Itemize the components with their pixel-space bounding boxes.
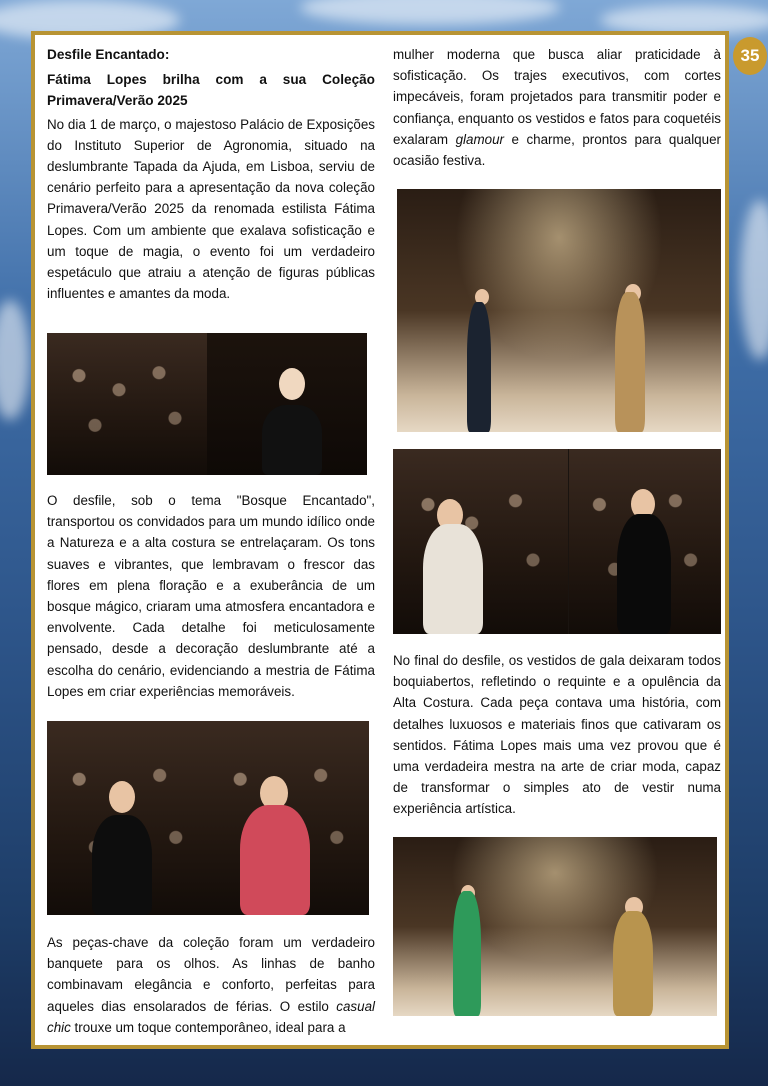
paragraph-theme-block	[47, 490, 375, 702]
photo-model-striped-jacket	[393, 449, 568, 634]
paragraph-modern-text-b: e charme, prontos para qualquer ocasião festiva.	[393, 131, 721, 169]
photo-runway-wide	[397, 189, 721, 432]
photo-models-headpieces	[47, 721, 369, 915]
photo-model-black-top	[47, 721, 208, 915]
article-title: Desfile Encantado:	[47, 47, 170, 62]
paragraph-intro: No dia 1 de março, o majestoso Palácio de Exposições do Instituto Superior de Agronomia, situado na deslumbrante Tapada da Ajuda, em Lisboa, serviu de cenário perfeito para a apresentação da nova coleção Primavera/Verão 2025 da renomada estilista Fátima Lopes. Com um ambiente que exalava sofisticação e um toque de magia, o evento foi um verdadeiro espetáculo que atraiu a atenção de figuras públicas influentes e amantes da moda.	[47, 116, 375, 302]
photo-audience-and-model	[47, 333, 367, 475]
paragraph-theme: O desfile, sob o tema "Bosque Encantado", transportou os convidados para um mundo idílico onde a Natureza e a alta costura se entrelaçaram. Os tons suaves e vibrantes, que lembravam o frescor das flores em plena floração e a exuberância de um bosque mágico, criaram uma atmosfera encantadora e envolvente. Cada detalhe foi meticulosamente pensado, desde a decoração deslumbrante até a escolha do cenário, evidenciando a mestria de Fátima Lopes em criar experiências memoráveis.	[47, 493, 375, 699]
article-subtitle: Fátima Lopes brilha com a sua Coleção Primavera/Verão 2025	[47, 72, 375, 109]
right-column	[393, 44, 721, 171]
paragraph-pieces	[47, 932, 375, 1038]
photo-model-closeup	[207, 333, 367, 475]
photo-models-pair	[393, 449, 721, 634]
left-column	[47, 44, 375, 304]
paragraph-modern-emphasis: glamour	[455, 131, 504, 147]
paragraph-pieces-block	[47, 932, 375, 1038]
cloud-decoration	[0, 300, 30, 420]
paragraph-finale-block	[393, 650, 721, 820]
paragraph-pieces-text-b: trouxe um toque contemporâneo, ideal para a	[70, 1019, 346, 1035]
photo-model-red-dress	[208, 721, 369, 915]
cloud-decoration	[740, 200, 768, 360]
photo-model-black-dress	[569, 449, 721, 634]
cloud-decoration	[300, 0, 560, 25]
photo-runway-finale	[393, 837, 717, 1016]
page-number-badge: 35	[733, 37, 767, 75]
photo-audience	[47, 333, 207, 475]
paragraph-pieces-text-a: As peças-chave da coleção foram um verdadeiro banquete para os olhos. As linhas de banho combinavam elegância e conforto, perfeitas para aqueles dias ensolarados de férias. O estilo	[47, 935, 375, 1014]
paragraph-modern-text-a: mulher moderna que busca aliar praticidade à sofisticação. Os trajes executivos, com cortes impecáveis, foram projetados para transmitir poder e confiança, enquanto os vestidos e fatos para coquetéis exalaram	[393, 47, 721, 147]
paragraph-modern	[393, 44, 721, 171]
paragraph-pieces-emphasis: casual chic	[47, 998, 375, 1035]
paragraph-finale: No final do desfile, os vestidos de gala deixaram todos boquiabertos, refletindo o requinte e a opulência da Alta Costura. Cada peça contava uma história, com detalhes luxuosos e materiais finos que cativaram os sentidos. Fátima Lopes mais uma vez provou que é uma verdadeira mestra na arte de criar moda, capaz de transformar o simples ato de vestir numa experiência artística.	[393, 653, 721, 817]
